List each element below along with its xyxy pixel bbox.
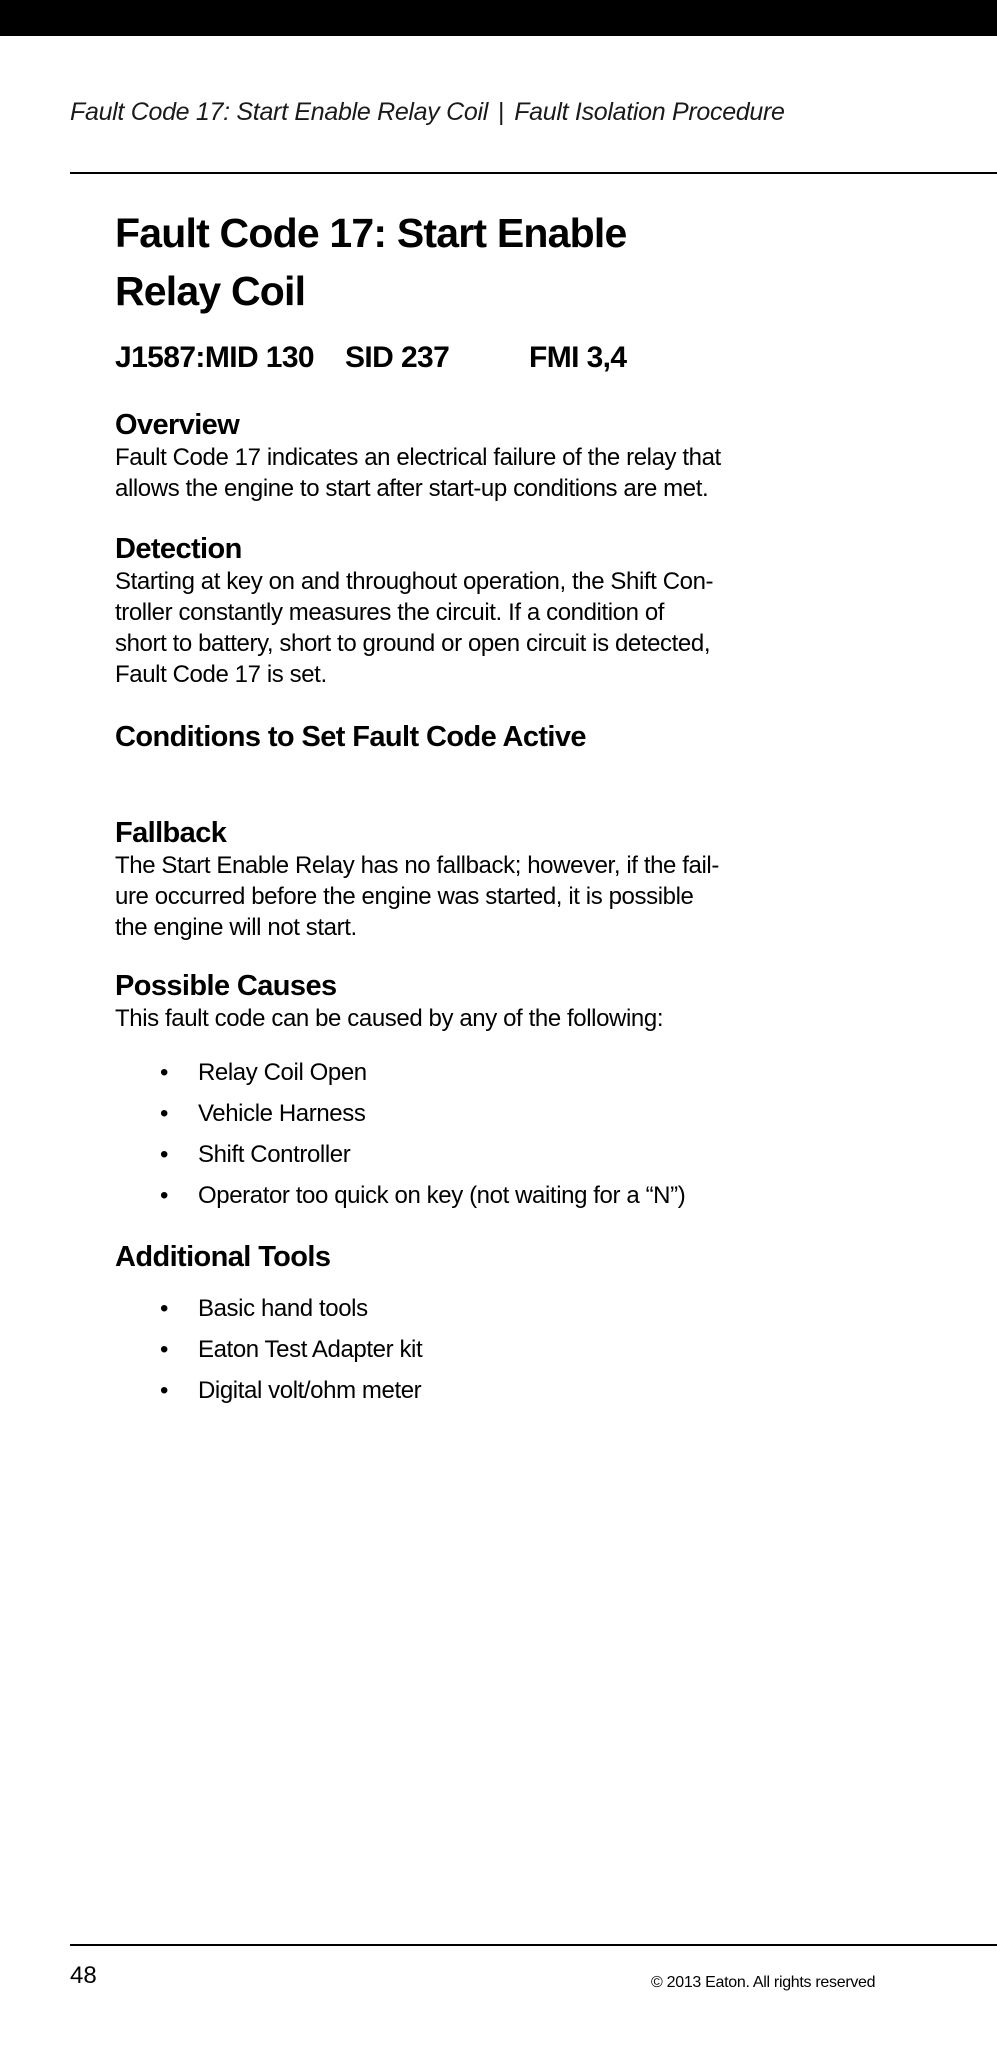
additional-tools-list: [115, 1288, 735, 1411]
list-item: [115, 1288, 735, 1329]
page-number: 48: [70, 1962, 97, 1989]
conditions-heading: Conditions to Set Fault Code Active: [115, 721, 586, 753]
page-title: Fault Code 17: Start Enable Relay Coil: [115, 210, 627, 314]
fault-codes-row: [115, 338, 735, 378]
list-item: [115, 1134, 735, 1175]
bullet-icon: •: [160, 1336, 169, 1363]
fmi-code: FMI 3,4: [529, 341, 627, 374]
copyright-notice: © 2013 Eaton. All rights reserved: [651, 1974, 876, 1991]
list-item-text: Shift Controller: [198, 1141, 351, 1168]
possible-causes-intro: This fault code can be caused by any of the following:: [115, 1005, 664, 1032]
detection-heading: Detection: [115, 533, 242, 565]
list-item: [115, 1175, 735, 1216]
overview-line: allows the engine to start after start-up conditions are met.: [115, 475, 709, 502]
additional-tools-heading: Additional Tools: [115, 1241, 331, 1273]
detection-line: troller constantly measures the circuit. If a condition of: [115, 599, 665, 626]
additional-tools-section: [115, 1240, 735, 1411]
list-item-text: Relay Coil Open: [198, 1059, 367, 1086]
fallback-line: The Start Enable Relay has no fallback; however, if the fail-: [115, 852, 719, 879]
detection-line: Fault Code 17 is set.: [115, 661, 327, 688]
list-item-text: Vehicle Harness: [198, 1100, 366, 1127]
bullet-icon: •: [160, 1141, 169, 1168]
sid-code: SID 237: [345, 341, 450, 374]
bullet-icon: •: [160, 1295, 169, 1322]
overview-heading: Overview: [115, 409, 240, 441]
list-item-text: Operator too quick on key (not waiting for a “N”): [198, 1182, 686, 1209]
list-item: [115, 1329, 735, 1370]
overview-line: Fault Code 17 indicates an electrical failure of the relay that: [115, 444, 721, 471]
mid-code: J1587:MID 130: [115, 341, 314, 374]
list-item-text: Basic hand tools: [198, 1295, 368, 1322]
overview-section: [115, 408, 735, 504]
possible-causes-list: [115, 1052, 735, 1216]
possible-causes-section: [115, 969, 735, 1216]
footer-divider: [70, 1944, 997, 1946]
top-black-bar: [0, 0, 997, 36]
list-item: [115, 1052, 735, 1093]
running-header-title: Fault Code 17: Start Enable Relay Coil: [70, 98, 488, 126]
fallback-heading: Fallback: [115, 817, 227, 849]
fallback-line: the engine will not start.: [115, 914, 357, 941]
conditions-section: [115, 720, 735, 754]
bullet-icon: •: [160, 1182, 169, 1209]
detection-section: [115, 532, 735, 690]
running-header-separator: |: [498, 98, 505, 126]
running-header: [70, 98, 785, 127]
list-item-text: Digital volt/ohm meter: [198, 1377, 422, 1404]
page-content: [115, 204, 735, 1411]
list-item-text: Eaton Test Adapter kit: [198, 1336, 423, 1363]
detection-line: short to battery, short to ground or open circuit is detected,: [115, 630, 711, 657]
bullet-icon: •: [160, 1059, 169, 1086]
bullet-icon: •: [160, 1377, 169, 1404]
list-item: [115, 1093, 735, 1134]
possible-causes-heading: Possible Causes: [115, 970, 337, 1002]
list-item: [115, 1370, 735, 1411]
fallback-line: ure occurred before the engine was started, it is possible: [115, 883, 694, 910]
bullet-icon: •: [160, 1100, 169, 1127]
running-header-section: Fault Isolation Procedure: [514, 98, 785, 126]
header-divider: [70, 172, 997, 174]
detection-line: Starting at key on and throughout operation, the Shift Con-: [115, 568, 714, 595]
fallback-section: [115, 816, 735, 943]
